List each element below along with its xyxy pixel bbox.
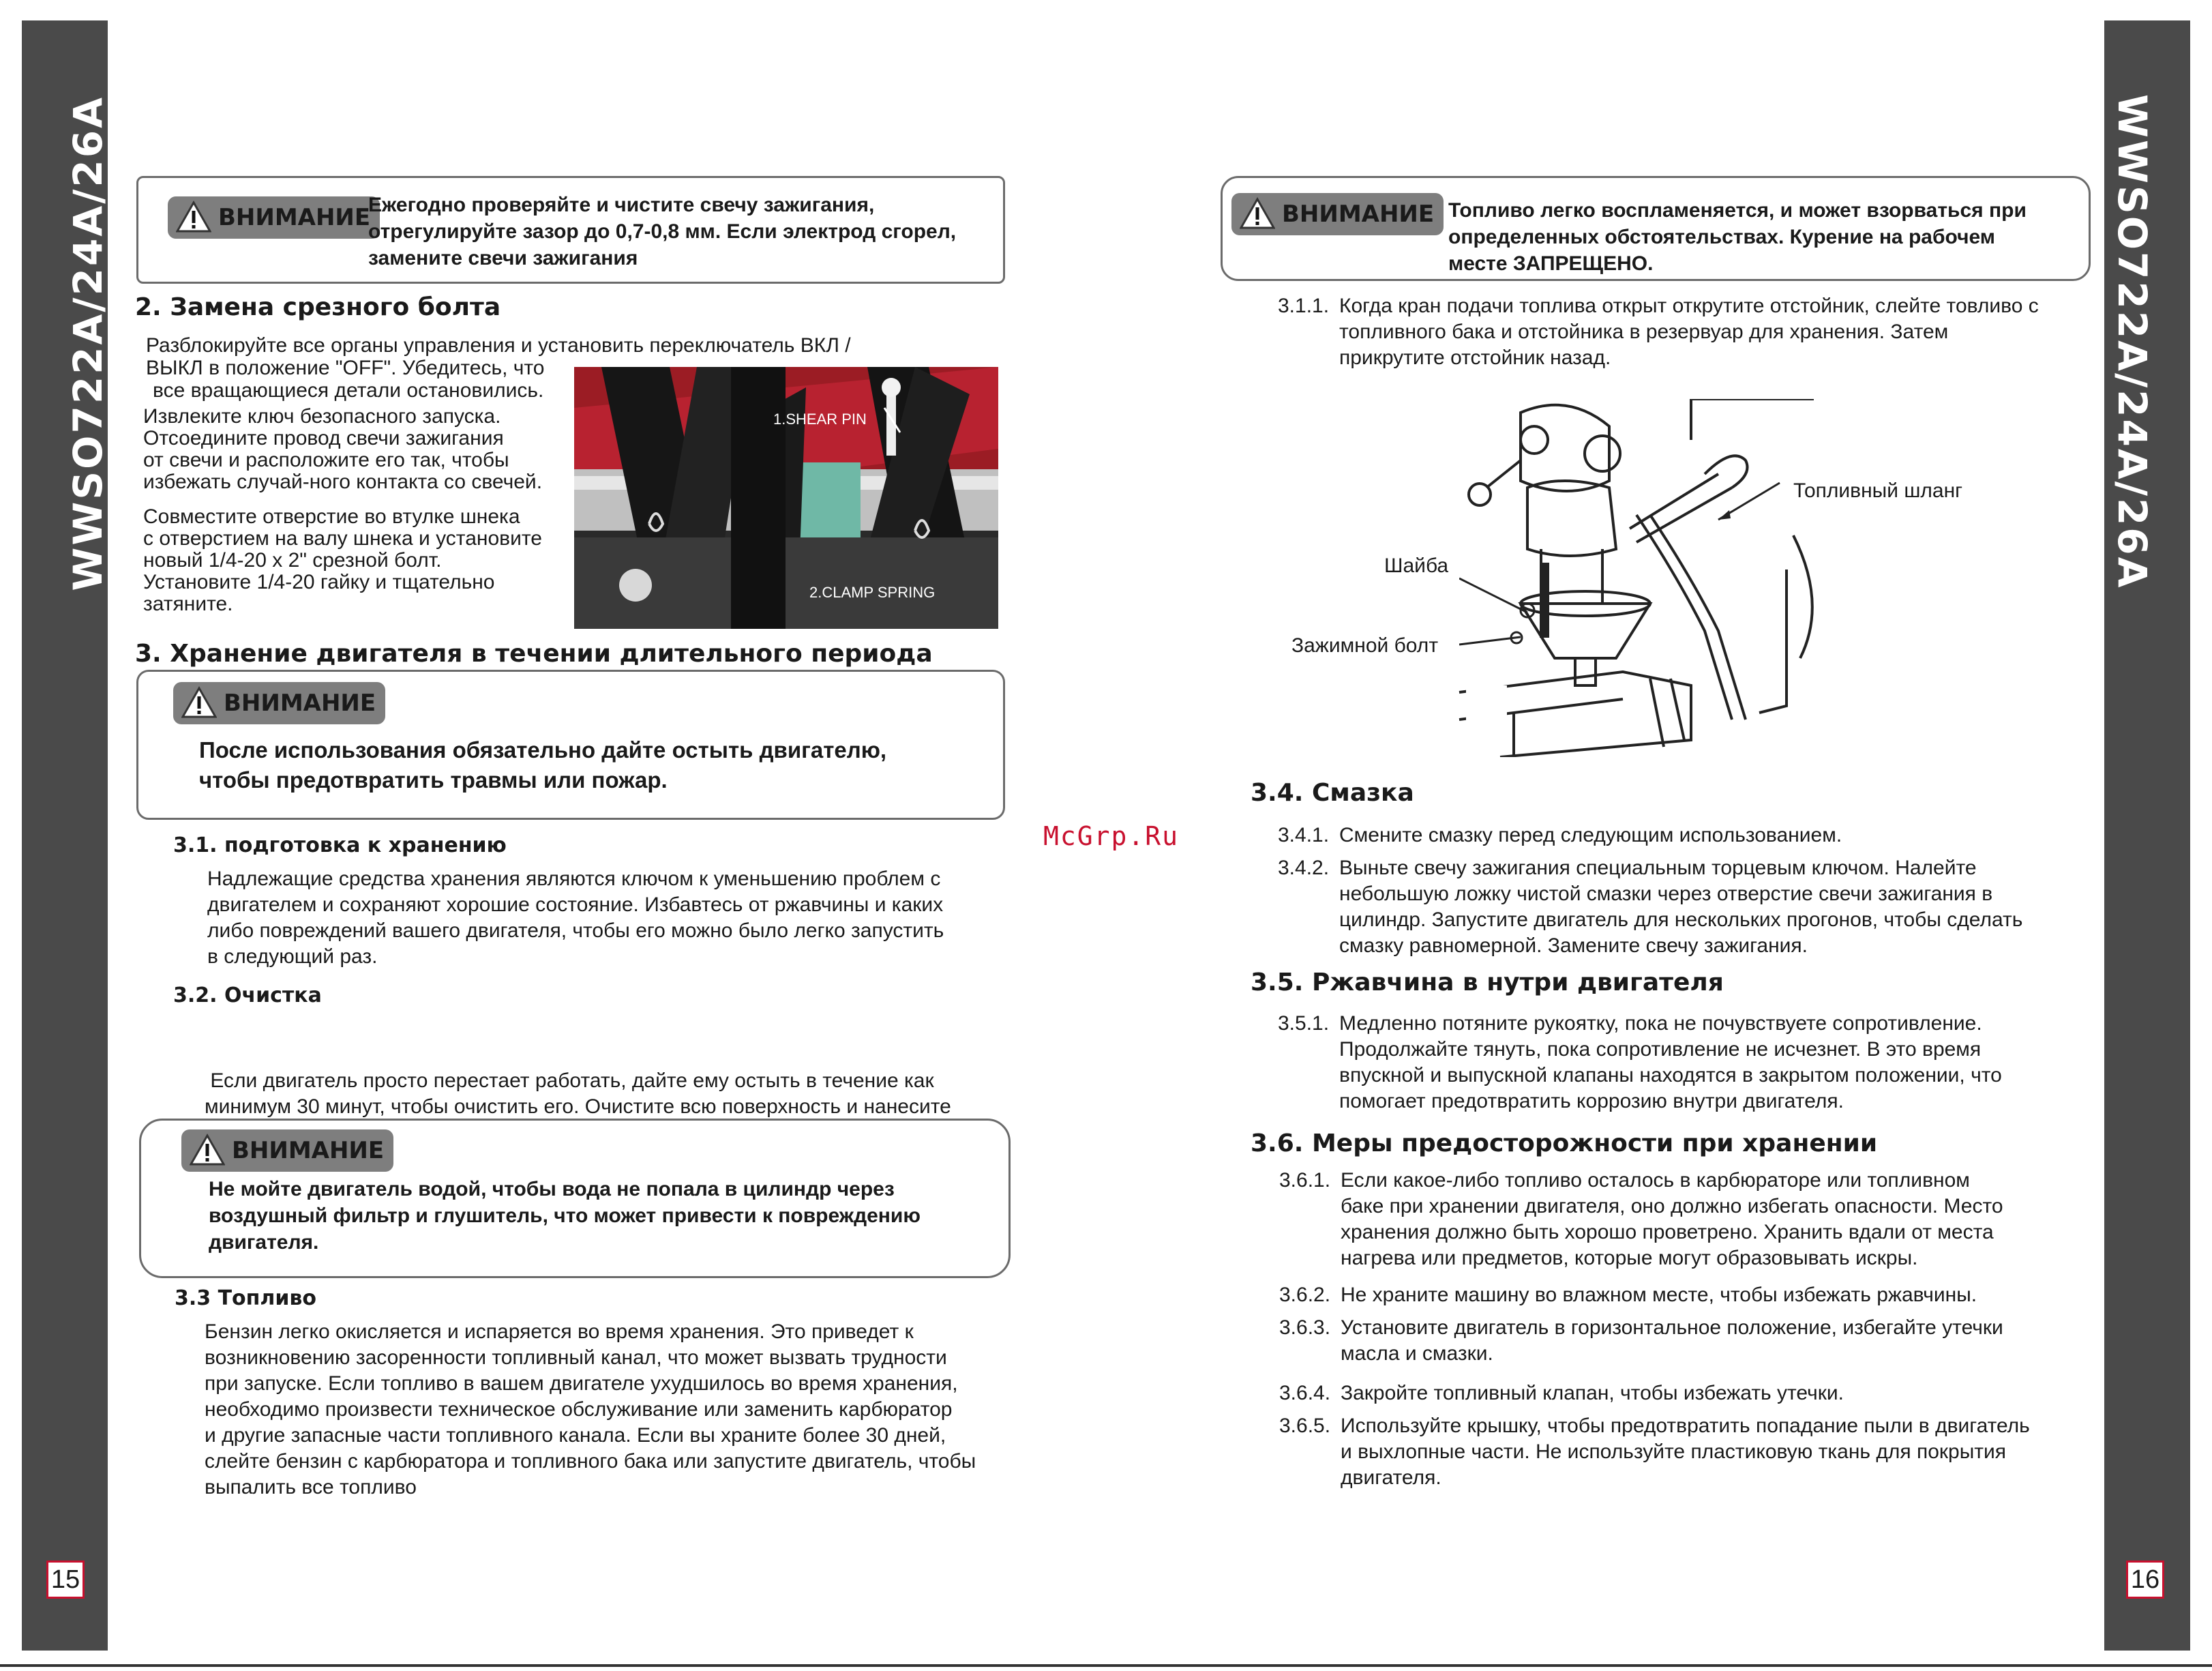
warning-triangle-icon [181, 686, 217, 719]
photo-label-clamp-spring: 2.CLAMP SPRING [809, 584, 936, 601]
item-3-6-1-text: Если какое-либо топливо осталось в карбюраторе или топливном баке при хранении двигателя, оно должно избегать опасности. Место хранения должно быть хорошо проветрено. Хранить вдали от места нагрева или предметов, которые могут образовывать искры. [1341, 1169, 2003, 1269]
warning-badge: ВНИМАНИЕ [1231, 193, 1444, 235]
item-3-4-2-number: 3.4.2. [1278, 857, 1330, 879]
section-3-5-title: 3.5. Ржавчина в нутри двигателя [1251, 968, 1724, 996]
section-3-6-title: 3.6. Меры предосторожности при хранении [1251, 1129, 1878, 1157]
item-3-6-4-text: Закройте топливный клапан, чтобы избежать утечки. [1341, 1382, 1844, 1404]
item-3-5-1-number: 3.5.1. [1278, 1012, 1330, 1035]
figure-label-clamp-bolt: Зажимной болт [1291, 634, 1439, 657]
shear-pin-photo [574, 367, 998, 629]
warning-badge: ВНИМАНИЕ [181, 1129, 393, 1172]
warning-triangle-icon [176, 201, 211, 233]
section-3-3-title: 3.3 Топливо [175, 1286, 316, 1310]
item-3-6-3-number: 3.6.3. [1279, 1316, 1331, 1339]
item-3-4-1-text: Смените смазку перед следующим использованием. [1339, 824, 1842, 846]
item-3-6-3-text: Установите двигатель в горизонтальное положение, избегайте утечки масла и смазки. [1341, 1316, 2003, 1365]
section-3-1-text: Надлежащие средства хранения являются ключом к уменьшению проблем с двигателем и сохраняют хорошие состояние. Избавтесь от ржавчины и каких либо повреждений вашего двигателя, чтобы его можно было легко запустить в следующий раз. [207, 868, 944, 968]
section-2-text-a: Разблокируйте все органы управления и установить переключатель ВКЛ / ВЫКЛ в положение "OFF". Убедитесь, что все вращающиеся детали остановились. [146, 334, 851, 402]
section-3-2-title: 3.2. Очистка [173, 984, 322, 1007]
figure-leader-lines [1459, 477, 1800, 655]
section-2-title: 2. Замена срезного болта [135, 293, 501, 321]
item-3-6-2-number: 3.6.2. [1279, 1284, 1331, 1306]
item-3-6-4-number: 3.6.4. [1279, 1382, 1331, 1404]
model-title-right: WWSO722A/24A/26A [2109, 94, 2155, 590]
section-3-3-text: Бензин легко окисляется и испаряется во время хранения. Это приведет к возникновению засоренности топливный канал, что может вызвать трудности при запуске. Если топливо в вашем двигателе ухудшилось во время хранения, необходимо произвести техническое обслуживание или заменить карбюратор и другие запасные части топливного канала. Если вы храните более 30 дней, слейте бензин с карбюратора и топливного бака или запустите двигатель, чтобы выпалить все топливо [205, 1320, 976, 1498]
item-3-6-5-number: 3.6.5. [1279, 1415, 1331, 1437]
figure-label-fuel-hose: Топливный шланг [1793, 479, 1963, 502]
model-title-left: WWSO722A/24A/26A [65, 95, 111, 591]
warning-text-no-water: Не мойте двигатель водой, чтобы вода не попала в цилиндр через воздушный фильтр и глушитель, что может привести к повреждению двигателя. [209, 1178, 921, 1254]
item-3-6-1-number: 3.6.1. [1279, 1169, 1331, 1192]
section-2-text-c: Совместите отверстие во втулке шнека с отверстием на валу шнека и установите новый 1/4-20 x 2" срезной болт. Установите 1/4-20 гайку и тщательно затяните. [143, 505, 542, 615]
item-3-4-2-text: Выньте свечу зажигания специальным торцевым ключом. Налейте небольшую ложку чистой смазки через отверстие свечи зажигания в цилиндр. Запустите двигатель для нескольких прогонов, чтобы сделать смазку равномерной. Замените свечу зажигания. [1339, 857, 2023, 957]
watermark: McGrp.Ru [1043, 821, 1180, 851]
item-3-4-1-number: 3.4.1. [1278, 824, 1330, 846]
section-3-title: 3. Хранение двигателя в течении длительного периода [135, 640, 933, 668]
item-3-1-1-number: 3.1.1. [1278, 295, 1330, 317]
warning-triangle-icon [190, 1134, 225, 1166]
page-number-left: 15 [46, 1561, 85, 1599]
item-3-1-1-text: Когда кран подачи топлива открыт открутите отстойник, слейте товливо с топливного бака и отстойника в резервуар для хранения. Затем прикрутите отстойник назад. [1339, 295, 2039, 369]
section-2-text-b: Извлеките ключ безопасного запуска. Отсоедините провод свечи зажигания от свечи и расположите его так, чтобы избежать случай-ного контакта со свечей. [143, 405, 543, 493]
warning-text-cooldown: После использования обязательно дайте остыть двигателю, чтобы предотвратить травмы или пожар. [199, 737, 887, 793]
warning-triangle-icon [1240, 197, 1275, 230]
photo-label-shear-pin: 1.SHEAR PIN [773, 411, 867, 428]
item-3-6-5-text: Используйте крышку, чтобы предотвратить попадание пыли в двигатель и выхлопные части. Не используйте пластиковую ткань для покрытия двигателя. [1341, 1415, 2030, 1489]
bottom-rule [0, 1664, 2212, 1667]
warning-text-spark-plug: Ежегодно проверяйте и чистите свечу зажигания, отрегулируйте зазор до 0,7-0,8 мм. Если электрод сгорел, замените свечи зажигания [368, 194, 957, 269]
warning-badge: ВНИМАНИЕ [173, 682, 385, 724]
warning-badge: ВНИМАНИЕ [168, 196, 380, 239]
figure-label-washer: Шайба [1384, 554, 1449, 577]
warning-text-flammable: Топливо легко воспламеняется, и может взорваться при определенных обстоятельствах. Курение на рабочем месте ЗАПРЕЩЕНО. [1448, 199, 2027, 275]
page-number-right: 16 [2126, 1561, 2164, 1599]
section-3-2-text: Если двигатель просто перестает работать, дайте ему остыть в течение как минимум 30 минут, чтобы очистить его. Очистите всю поверхность и нанесите [205, 1069, 951, 1118]
item-3-6-2-text: Не храните машину во влажном месте, чтобы избежать ржавчины. [1341, 1284, 1977, 1306]
section-3-1-title: 3.1. подготовка к хранению [173, 833, 507, 857]
item-3-5-1-text: Медленно потяните рукоятку, пока не почувствуете сопротивление. Продолжайте тянуть, пока сопротивление не исчезнет. В это время впускной и выпускной клапаны находятся в закрытом положении, что помогает предотвратить коррозию внутри двигателя. [1339, 1012, 2002, 1112]
section-3-4-title: 3.4. Смазка [1251, 779, 1414, 807]
